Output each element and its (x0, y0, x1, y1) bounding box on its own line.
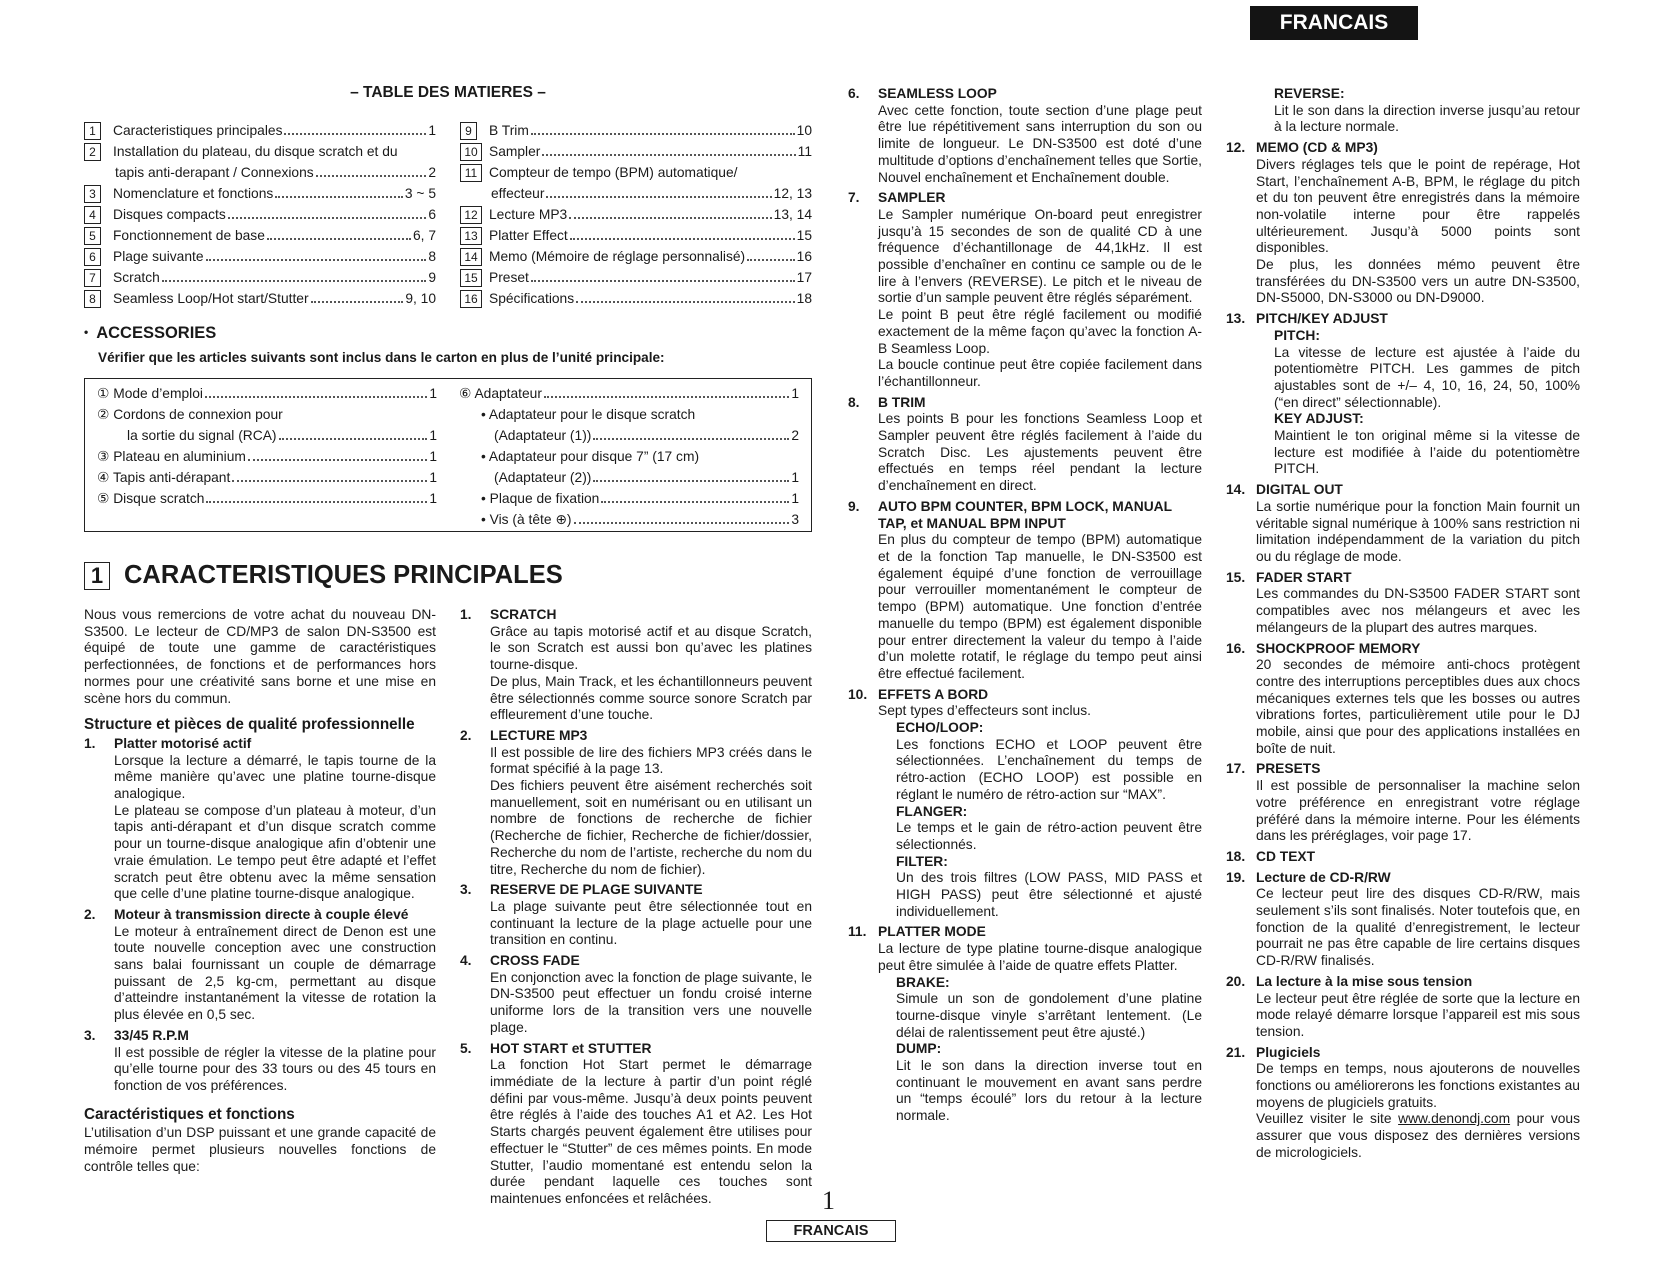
toc-entry-page: 3 ~ 5 (404, 186, 436, 201)
item-title: Platter motorisé actif (114, 735, 252, 751)
accessory-item (97, 467, 437, 488)
toc-entry-page: 9, 10 (405, 291, 436, 306)
item-number: 1. (460, 607, 472, 622)
item-title: B TRIM (878, 394, 926, 410)
features-heading: Caractéristiques et fonctions (84, 1105, 295, 1123)
toc-dot-leader (284, 133, 426, 135)
item-number: 10. (848, 686, 868, 702)
toc-entry-label: Caracteristiques principales (113, 123, 283, 138)
sub-item-heading: KEY ADJUST: (1274, 411, 1364, 427)
item-number: 17. (1226, 761, 1246, 777)
item-number: 2. (460, 727, 472, 743)
accessory-label: ② Cordons de connexion pour (97, 407, 283, 422)
accessory-label: ① Mode d’emploi (97, 386, 203, 401)
toc-entry-page: 17 (796, 270, 812, 285)
numbered-item-heading (1226, 311, 1580, 328)
numbered-item-heading (848, 86, 1202, 103)
accessory-label: • Vis (à tête ⊕) (481, 512, 572, 527)
toc-entry-label: Lecture MP3 (489, 207, 568, 222)
accessory-dot-leader (205, 396, 427, 398)
accessory-count: 1 (429, 470, 437, 485)
accessory-item (97, 425, 437, 446)
accessory-label: ③ Plateau en aluminium (97, 449, 246, 464)
accessory-dot-leader (593, 480, 789, 482)
numbered-item-heading (84, 736, 436, 753)
item-paragraph: Ce lecteur peut lire des disques CD-R/RW, mais seulement s’ils sont finalisés. Noter toutefois que, en fonction de la qualité d’enregistrement, le lecteur pourrait ne pas être capable de lire certains disques CD-R/RW finalisés. (1256, 886, 1580, 969)
item-number: 6. (848, 86, 860, 101)
sub-item-heading: ECHO/LOOP: (896, 720, 984, 736)
toc-dot-leader (570, 238, 795, 240)
item-title: HOT START et STUTTER (490, 1040, 652, 1056)
toc-entry-number: 5 (84, 227, 101, 245)
item-title: Plugiciels (1256, 1044, 1321, 1060)
accessory-count: 1 (791, 491, 799, 506)
accessory-label: (Adaptateur (1)) (494, 428, 592, 443)
item-paragraph: Des fichiers peuvent être aisément recherchés soit manuellement, soit en numérisant ou en utilisant un nombre de fonctions de recherche de fichier (Recherche de fichier, Recherche de fichier/dossier, Recherche du nom de l’artiste, recherche du nom du titre, Recherche du nom de fichier). (490, 778, 812, 877)
numbered-item-heading (848, 190, 1202, 207)
toc-entry-number: 2 (84, 143, 101, 161)
toc-entry-number: 12 (460, 206, 482, 224)
item-paragraph: En plus du compteur de tempo (BPM) automatique et de la fonction Tap manuelle, le DN-S3500 est également équipé d’une fonction de verrouillage pour verrouiller momentanément le compteur de tempo (BPM) automatique. Une fonction d’entrée manuelle du tempo (BPM) est également disponible pour entrer directement la valeur du tempo à l’aide d’un molette rotatif, le réglage du tempo peut ainsi être effectué facilement. (878, 532, 1202, 681)
item-title: SCRATCH (490, 607, 557, 622)
item-title: LECTURE MP3 (490, 727, 588, 743)
toc-entry-number: 14 (460, 248, 482, 266)
item-paragraph: Il est possible de régler la vitesse de la platine pour qu’elle tourne pour des 33 tours ou des 45 tours en fonction de vos préférences. (114, 1044, 436, 1093)
item-number: 7. (848, 190, 860, 206)
toc-entry-page: 8 (428, 249, 436, 264)
accessories-bullet: • (84, 325, 89, 339)
toc-dot-leader (569, 217, 771, 219)
toc-entry-number: 4 (84, 206, 101, 224)
column-1 (84, 607, 436, 1176)
numbered-item-heading (1226, 482, 1580, 499)
toc-title: – TABLE DES MATIERES – (350, 84, 546, 101)
sub-item-heading: REVERSE: (1274, 86, 1345, 101)
item-paragraph: Le point B peut être réglé facilement ou modifié exactement de la même façon qu’avec la fonction A-B Seamless Loop. (878, 307, 1202, 356)
accessory-count: 1 (429, 491, 437, 506)
item-title: Lecture de CD-R/RW (1256, 869, 1391, 885)
item-paragraph: Les commandes du DN-S3500 FADER START sont compatibles avec nos mélangeurs et avec les mélangeurs de la plupart des autres marques. (1256, 586, 1580, 635)
toc-entry-label: Compteur de tempo (BPM) automatique/ (489, 165, 738, 180)
item-paragraph: De plus, Main Track, et les échantillonneurs peuvent être sélectionnés comme source sonore Scratch par effleurement d’une touche. (490, 673, 812, 723)
item-title: La lecture à la mise sous tension (1256, 973, 1473, 989)
toc-dot-leader (531, 280, 795, 282)
item-title: PRESETS (1256, 761, 1321, 777)
sub-item-heading: FLANGER: (896, 803, 968, 819)
toc-entry-page: 11 (797, 144, 812, 159)
item-title: SAMPLER (878, 190, 946, 206)
toc-entry-number: 16 (460, 290, 482, 308)
item-paragraph: La fonction Hot Start permet le démarrage immédiate de la lecture à partir d’un point réglé défini par vous-même. Jusqu’à deux points peuvent être réglés à l’aide des touches A1 et A2. Les Hot Starts chargés peuvent également être utilises pour effectuer le “Stutter” de ces mêmes points. En mode Stutter, l’audio momentané est entendu selon la durée pendant laquelle ces touches sont maintenues enfoncées et relâchées. (490, 1057, 812, 1206)
toc-entry-number: 6 (84, 248, 101, 266)
toc-entry (460, 246, 812, 267)
toc-entry-label: tapis anti-derapant / Connexions (115, 165, 314, 180)
sub-item-text: Le temps et le gain de rétro-action peuvent être sélectionnés. (896, 820, 1202, 852)
item-paragraph: La boucle continue peut être copiée facilement dans l’échantillonneur. (878, 357, 1202, 389)
item-number: 4. (460, 953, 472, 969)
item-title: PITCH/KEY ADJUST (1256, 311, 1388, 327)
accessory-item (459, 509, 799, 530)
item-paragraph: Le plateau se compose d’un plateau à moteur, d’un tapis anti-dérapant et d’un disque scratch comme pour un tourne-disque analogique afin d’obtenir une vraie émulation. Le tempo peut être adapté et l’effet scratch peut être obtenu avec la même sensation que celle d’une platine tourne-disque analogique. (114, 802, 436, 902)
item-paragraph (1226, 1111, 1580, 1161)
accessory-dot-leader (574, 522, 790, 524)
toc-dot-leader (531, 133, 795, 135)
toc-entry-number: 1 (84, 122, 101, 140)
accessory-label: ④ Tapis anti-dérapant (97, 470, 231, 485)
numbered-item-heading (460, 953, 812, 970)
accessories-title: ACCESSORIES (96, 324, 217, 342)
toc-entry-label: Seamless Loop/Hot start/Stutter (113, 291, 309, 306)
accessory-item (459, 488, 799, 509)
accessory-label: • Adaptateur pour le disque scratch (481, 407, 696, 422)
item-paragraph: Les points B pour les fonctions Seamless Loop et Sampler peuvent être réglés facilement à l’aide du Scratch Disc. Les ajustements peuvent être effectués en temps réel pendant la lecture d’enchaînement en direct. (878, 411, 1202, 494)
toc-entry-label: Preset (489, 270, 529, 285)
column-2 (460, 607, 812, 1208)
item-number: 3. (84, 1027, 96, 1043)
toc-entry (460, 162, 812, 183)
item-number: 16. (1226, 640, 1246, 656)
item-number: 19. (1226, 869, 1246, 885)
toc-entry-label: Sampler (489, 144, 541, 159)
item-number: 13. (1226, 311, 1246, 327)
numbered-item-heading (84, 907, 436, 924)
toc-entry-label: Spécifications (489, 291, 575, 306)
sub-item-heading: FILTER: (896, 853, 948, 869)
item-number: 9. (848, 498, 860, 514)
accessory-dot-leader (232, 480, 427, 482)
toc-entry-page: 6 (428, 207, 436, 222)
toc-entry-number: 8 (84, 290, 101, 308)
toc-entry-number: 3 (84, 185, 101, 203)
numbered-item-heading (460, 882, 812, 899)
accessory-label: ⑥ Adaptateur (459, 386, 542, 401)
numbered-item-heading (460, 728, 812, 745)
item-title: 33/45 R.P.M (114, 1027, 189, 1043)
sub-item-heading: PITCH: (1274, 327, 1320, 343)
toc-entry-label: Platter Effect (489, 228, 568, 243)
plugin-text-post: pour vous assurer que vous disposez des dernières versions de micrologiciels. (1256, 1111, 1580, 1160)
numbered-item-heading (848, 395, 1202, 412)
toc-entry (84, 120, 436, 141)
toc-dot-leader (542, 154, 795, 156)
toc-entry (460, 120, 812, 141)
numbered-item-heading (1226, 1045, 1580, 1062)
toc-entry-number: 10 (460, 143, 482, 161)
toc-entry-number: 7 (84, 269, 101, 287)
accessory-count: 2 (791, 428, 799, 443)
item-paragraph: La lecture de type platine tourne-disque analogique peut être simulée à l’aide de quatre effets Platter. (878, 941, 1202, 973)
section-title: CARACTERISTIQUES PRINCIPALES (124, 561, 563, 589)
accessory-item (97, 383, 437, 404)
accessory-count: 1 (429, 428, 437, 443)
page-number: 1 (822, 1186, 835, 1215)
toc-entry-page: 12, 13 (773, 186, 812, 201)
toc-entry-page: 16 (796, 249, 812, 264)
accessories-right-column (459, 383, 799, 530)
numbered-item-heading (460, 607, 812, 624)
item-title: MEMO (CD & MP3) (1256, 140, 1378, 156)
toc-entry-page: 18 (796, 291, 812, 306)
item-paragraph: Grâce au tapis motorisé actif et au disque Scratch, le son Scratch est aussi bon qu’avec les platines tourne-disque. (490, 623, 812, 673)
item-title: PLATTER MODE (878, 924, 986, 940)
item-number: 21. (1226, 1044, 1246, 1060)
accessory-dot-leader (593, 438, 789, 440)
website-link[interactable]: www.denondj.com (1398, 1111, 1511, 1127)
accessory-dot-leader (248, 459, 427, 461)
toc-entry (84, 204, 436, 225)
sub-item-text: Simule un son de gondolement d’une platine tourne-disque vinyle s’arrêtant lentement. (Le délai de ralentissement peut être ajusté.) (896, 991, 1202, 1040)
accessory-count: 3 (791, 512, 799, 527)
toc-entry-page: 9 (428, 270, 436, 285)
sub-item-text: Maintient le ton original même si la vitesse de lecture est modifiée à l’aide du potentiomètre PITCH. (1274, 428, 1580, 477)
item-number: 15. (1226, 569, 1246, 585)
item-title: FADER START (1256, 569, 1352, 585)
numbered-item-heading (848, 687, 1202, 704)
toc-entry (84, 225, 436, 246)
toc-entry (460, 267, 812, 288)
language-tab-header: FRANCAIS (1250, 6, 1418, 40)
item-number: 3. (460, 882, 472, 898)
toc-entry-number: 13 (460, 227, 482, 245)
toc-left-column (84, 120, 436, 309)
item-paragraph: Il est possible de personnaliser la machine selon votre préférence en enregistrant votre réglage préféré dans la mémoire interne. Pour les éléments dans les préréglages, voir page 17. (1256, 778, 1580, 844)
item-paragraph: De temps en temps, nous ajouterons de nouvelles fonctions ou améliorerons les fonctions existantes au moyens de plugiciels gratuits. (1256, 1061, 1580, 1110)
accessory-dot-leader (206, 501, 427, 503)
item-number: 2. (84, 906, 96, 922)
accessory-count: 1 (429, 449, 437, 464)
toc-entry-page: 10 (796, 123, 812, 138)
column-3 (848, 86, 1202, 1125)
item-title: Moteur à transmission directe à couple élevé (114, 906, 409, 922)
accessory-item (97, 404, 437, 425)
toc-entry-page: 15 (796, 228, 812, 243)
toc-entry (84, 162, 436, 183)
accessory-item (97, 446, 437, 467)
toc-dot-leader (228, 217, 427, 219)
toc-dot-leader (316, 175, 427, 177)
features-intro: L’utilisation d’un DSP puissant et une grande capacité de mémoire permet plusieurs nouvelles fonctions de contrôle telles que: (84, 1125, 436, 1174)
sub-item-text: Un des trois filtres (LOW PASS, MID PASS et HIGH PASS) peut être sélectionné et ajusté individuellement. (896, 870, 1202, 919)
item-title: RESERVE DE PLAGE SUIVANTE (490, 882, 703, 898)
toc-entry-label: Plage suivante (113, 249, 204, 264)
accessories-heading (84, 324, 216, 343)
toc-dot-leader (311, 301, 404, 303)
toc-entry (84, 246, 436, 267)
sub-item-text: Lit le son dans la direction inverse jusqu’au retour à la lecture normale. (1274, 102, 1580, 135)
toc-entry (84, 267, 436, 288)
column-4 (1226, 86, 1580, 1162)
sub-item-text: Les fonctions ECHO et LOOP peuvent être sélectionnées. L’enchaînement du temps de rétro-action (ECHO LOOP) est possible en réglant le numéro de rétro-action sur “MAX”. (896, 736, 1202, 802)
item-number: 20. (1226, 973, 1246, 989)
numbered-item-heading (84, 1028, 436, 1045)
structure-heading: Structure et pièces de qualité professionnelle (84, 716, 415, 734)
accessory-item (459, 383, 799, 404)
item-paragraph: Sept types d’effecteurs sont inclus. (878, 703, 1091, 719)
accessory-label: la sortie du signal (RCA) (127, 428, 277, 443)
toc-dot-leader (576, 301, 795, 303)
toc-entry-label: Memo (Mémoire de réglage personnalisé) (489, 249, 746, 264)
accessory-count: 1 (791, 470, 799, 485)
item-paragraph: Il est possible de lire des fichiers MP3 créés dans le format spécifié à la page 13. (490, 744, 812, 777)
sub-item-text: La vitesse de lecture est ajustée à l’aide du potentiomètre PITCH. Les gammes de pitch ajustables sont de +/– 4, 10, 16, 24, 50, 100% (“en direct” sélectionnable). (1274, 344, 1580, 410)
accessory-label: • Plaque de fixation (481, 491, 600, 506)
accessory-item (459, 404, 799, 425)
item-paragraph: Divers réglages tels que le point de repérage, Hot Start, l’enchaînement A-B, BPM, le réglage du pitch et du ton peuvent être enregistrés dans la mémoire non-volatile interne pour être rappelés ultérieurement. Jusqu’à 5000 points sont disponibles. (1256, 156, 1580, 256)
toc-entry-page: 6, 7 (412, 228, 436, 243)
item-paragraph: Le Sampler numérique On-board peut enregistrer jusqu’à 15 secondes de son de qualité CD à une fréquence d’échantillonage de 44,1kHz. Il est possible d’enchaîner en continu ce sample ou de le lire à l’envers (REVERSE). Le pitch et le niveau de sortie d’un sample peuvent être réglés séparément. (878, 206, 1202, 306)
item-paragraph: Lorsque la lecture a démarré, le tapis tourne de la même manière qu’avec une platine tourne-disque analogique. (114, 752, 436, 802)
plugin-text-pre: Veuillez visiter le site (1256, 1111, 1399, 1127)
numbered-item-heading (1226, 641, 1580, 658)
numbered-item-heading (848, 499, 1202, 532)
toc-dot-leader (162, 280, 427, 282)
language-tab-footer: FRANCAIS (766, 1220, 896, 1242)
numbered-item-heading (1226, 140, 1580, 157)
item-title: AUTO BPM COUNTER, BPM LOCK, MANUAL TAP, et MANUAL BPM INPUT (878, 498, 1172, 531)
toc-entry (460, 288, 812, 309)
accessories-intro: Vérifier que les articles suivants sont inclus dans le carton en plus de l’unité principale: (98, 350, 665, 365)
item-number: 8. (848, 394, 860, 410)
toc-entry-page: 13, 14 (773, 207, 812, 222)
toc-entry (84, 183, 436, 204)
item-title: SHOCKPROOF MEMORY (1256, 640, 1421, 656)
item-paragraph: De plus, les données mémo peuvent être transférées du DN-S3500 vers un autre DN-S3500, DN-S5000, DN-S3000 ou DN-D9000. (1256, 257, 1580, 306)
item-number: 5. (460, 1040, 472, 1056)
item-paragraph: La plage suivante peut être sélectionnée tout en continuant la lecture de la plage actuelle pour une transition en continu. (490, 898, 812, 948)
item-number: 14. (1226, 482, 1246, 498)
accessory-label: (Adaptateur (2)) (494, 470, 592, 485)
toc-dot-leader (275, 196, 403, 198)
accessory-count: 1 (791, 386, 799, 401)
toc-entry (460, 204, 812, 225)
toc-entry-label: Installation du plateau, du disque scratch et du (113, 144, 398, 159)
item-paragraph: Avec cette fonction, toute section d’une plage peut être lue répétitivement sans interruption du son ou limite de longueur. Le DN-S3500 est doté d’une multitude d’options d’enchaînement telles que Sortie, Nouvel enchaînement et Enchaînement double. (878, 102, 1202, 185)
toc-entry-label: B Trim (489, 123, 529, 138)
item-number: 11. (848, 924, 867, 940)
item-paragraph: En conjonction avec la fonction de plage suivante, le DN-S3500 peut effectuer un fondu croisé interne uniforme lors de la transition vers une nouvelle plage. (490, 969, 812, 1035)
toc-entry-label: Fonctionnement de base (113, 228, 265, 243)
accessories-box (84, 378, 812, 532)
accessories-left-column (97, 383, 437, 509)
accessory-item (459, 446, 799, 467)
numbered-item-heading (1226, 849, 1580, 866)
toc-entry (84, 141, 436, 162)
item-title: CROSS FADE (490, 953, 580, 969)
item-title: SEAMLESS LOOP (878, 86, 997, 101)
item-paragraph: Le lecteur peut être réglée de sorte que la lecture en mode relayé démarre lorsque l’appareil est mis sous tension. (1256, 990, 1580, 1039)
accessory-item (97, 488, 437, 509)
toc-entry-label: Disques compacts (113, 207, 226, 222)
intro-paragraph: Nous vous remercions de votre achat du nouveau DN-S3500. Le lecteur de CD/MP3 de salon DN-S3500 est équipé de toute une gamme de caractéristiques perfectionnées, de fonctions et de performances hors normes pour une créativité sans borne et une mise en scène hors du commun. (84, 607, 436, 706)
sub-item-heading: DUMP: (896, 1041, 942, 1057)
toc-entry-label: effecteur (491, 186, 545, 201)
toc-entry (460, 141, 812, 162)
toc-entry-number: 9 (460, 122, 477, 140)
accessory-dot-leader (279, 438, 428, 440)
toc-right-column (460, 120, 812, 309)
section-number: 1 (84, 562, 110, 590)
item-paragraph: Le moteur à entraînement direct de Denon est une toute nouvelle conception avec une construction sans balai fournissant un couple de démarrage puissant de 2,5 kg-cm, permettant au disque d’atteindre instantanément la vitesse de rotation la plus élevée en 0,5 sec. (114, 923, 436, 1023)
numbered-item-heading (460, 1041, 812, 1058)
toc-dot-leader (747, 259, 795, 261)
toc-entry-number: 15 (460, 269, 482, 287)
toc-entry-label: Nomenclature et fonctions (113, 186, 274, 201)
accessory-item (459, 425, 799, 446)
item-paragraph: La sortie numérique pour la fonction Main fournit un véritable signal numérique à 100% sans restriction ni limitation indépendamment de la variation du pitch ou du réglage de mode. (1256, 498, 1580, 564)
item-number: 18. (1226, 848, 1246, 864)
toc-entry-number: 11 (460, 164, 482, 182)
section-1-heading (84, 561, 563, 590)
toc-dot-leader (267, 238, 411, 240)
numbered-item-heading (1226, 870, 1580, 887)
accessory-label: • Adaptateur pour disque 7” (17 cm) (481, 449, 700, 464)
item-title: EFFETS A BORD (878, 686, 989, 702)
accessory-dot-leader (544, 396, 789, 398)
accessory-label: ⑤ Disque scratch (97, 491, 205, 506)
numbered-item-heading (1226, 761, 1580, 778)
toc-dot-leader (546, 196, 771, 198)
toc-entry-page: 1 (428, 123, 436, 138)
item-paragraph: 20 secondes de mémoire anti-chocs protègent contre des interruptions perceptibles dues aux chocs mécaniques externes tels que les bosses ou autres vibrations fortes, particulièrement utile pour le DJ mobile, ainsi que pour des applications installées en boîte de nuit. (1256, 657, 1580, 756)
accessory-item (459, 467, 799, 488)
item-number: 1. (84, 735, 96, 751)
toc-entry (84, 288, 436, 309)
accessory-dot-leader (601, 501, 789, 503)
toc-entry-label: Scratch (113, 270, 160, 285)
sub-item-heading: BRAKE: (896, 974, 950, 990)
toc-entry (460, 183, 812, 204)
item-number: 12. (1226, 140, 1246, 156)
numbered-item-heading (1226, 974, 1580, 991)
accessory-count: 1 (429, 386, 437, 401)
toc-dot-leader (206, 259, 427, 261)
numbered-item-heading (1226, 570, 1580, 587)
sub-item-text: Lit le son dans la direction inverse tout en continuant le mouvement en avant sans perdre un “temps écoulé” lors du retour à la lecture normale. (896, 1058, 1202, 1124)
item-title: CD TEXT (1256, 848, 1316, 864)
toc-entry-page: 2 (428, 165, 436, 180)
item-title: DIGITAL OUT (1256, 482, 1343, 498)
toc-entry (460, 225, 812, 246)
numbered-item-heading (848, 924, 1202, 941)
